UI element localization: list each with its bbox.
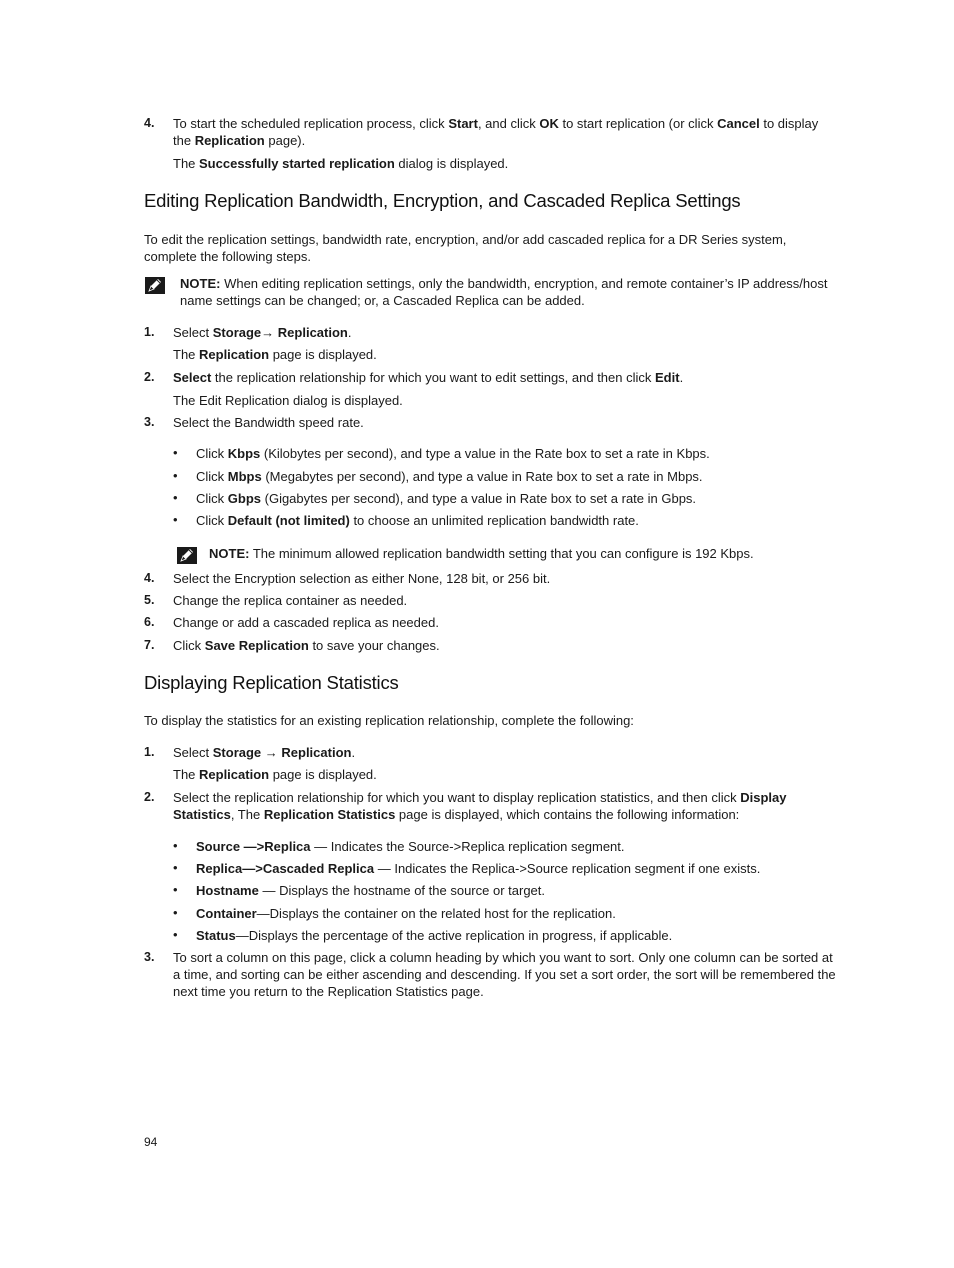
step-text: Select the replication relationship for which you want to display replication statistics, and then click Display Statistics, The Replication Statistics page is displayed, which contains the following information: [173, 790, 787, 822]
list-item: Click Mbps (Megabytes per second), and type a value in Rate box to set a rate in Mbps. [196, 469, 703, 484]
step-text: Select Storage→ Replication. [173, 325, 352, 340]
step-number: 2. [144, 370, 155, 384]
bullet-marker: • [173, 490, 178, 505]
step-number: 3. [144, 415, 155, 429]
step-number: 7. [144, 638, 155, 652]
step-text: Select Storage → Replication. [173, 745, 356, 760]
step-text: To start the scheduled replication process, click Start, and click OK to start replication (or click Cancel to display the Replication page). [173, 116, 819, 148]
step-result: The Replication page is displayed. [173, 347, 377, 362]
step-result: The Replication page is displayed. [173, 767, 377, 782]
step-text: Change the replica container as needed. [173, 593, 408, 608]
step-number: 4. [144, 571, 155, 585]
list-item: Hostname — Displays the hostname of the source or target. [196, 883, 545, 898]
step-number: 4. [144, 116, 155, 130]
list-item: Click Default (not limited) to choose an unlimited replication bandwidth rate. [196, 513, 639, 528]
intro-paragraph: To edit the replication settings, bandwidth rate, encryption, and/or add cascaded replica for a DR Series system, complete the following steps. [144, 232, 787, 264]
step-text: Change or add a cascaded replica as needed. [173, 615, 439, 630]
step-text: Select the Encryption selection as either None, 128 bit, or 256 bit. [173, 571, 551, 586]
section-heading: Editing Replication Bandwidth, Encryption, and Cascaded Replica Settings [144, 190, 741, 211]
note-pencil-icon [177, 547, 197, 564]
step-number: 5. [144, 593, 155, 607]
list-item: Click Gbps (Gigabytes per second), and type a value in Rate box to set a rate in Gbps. [196, 491, 697, 506]
step-result: The Edit Replication dialog is displayed. [173, 393, 403, 408]
section-heading: Displaying Replication Statistics [144, 672, 399, 693]
step-text: To sort a column on this page, click a column heading by which you want to sort. Only one column can be sorted at a time, and sorting can be either ascending and descending. If you set a sort order, the sort will be remembered the next time you return to the Replication Statistics page. [173, 950, 836, 999]
bullet-marker: • [173, 512, 178, 527]
step-number: 1. [144, 745, 155, 759]
note-text: NOTE: When editing replication settings, only the bandwidth, encryption, and remote container’s IP address/host name settings can be changed; or, a Cascaded Replica can be added. [180, 276, 828, 308]
page-number: 94 [144, 1135, 158, 1149]
intro-paragraph: To display the statistics for an existing replication relationship, complete the following: [144, 713, 634, 728]
bullet-marker: • [173, 927, 178, 942]
list-item: Click Kbps (Kilobytes per second), and type a value in the Rate box to set a rate in Kbps. [196, 446, 710, 461]
step-text: Click Save Replication to save your changes. [173, 638, 440, 653]
bullet-marker: • [173, 860, 178, 875]
bullet-marker: • [173, 468, 178, 483]
step-result: The Successfully started replication dialog is displayed. [173, 156, 509, 171]
list-item: Replica—>Cascaded Replica — Indicates the Replica->Source replication segment if one exists. [196, 861, 761, 876]
bullet-marker: • [173, 838, 178, 853]
note-text: NOTE: The minimum allowed replication bandwidth setting that you can configure is 192 Kbps. [209, 546, 754, 561]
bullet-marker: • [173, 445, 178, 460]
step-number: 2. [144, 790, 155, 804]
bullet-marker: • [173, 905, 178, 920]
step-text: Select the Bandwidth speed rate. [173, 415, 364, 430]
note-pencil-icon [145, 277, 165, 294]
step-number: 6. [144, 615, 155, 629]
list-item: Source —>Replica — Indicates the Source->Replica replication segment. [196, 839, 625, 854]
bullet-marker: • [173, 882, 178, 897]
list-item: Container—Displays the container on the related host for the replication. [196, 906, 616, 921]
step-number: 3. [144, 950, 155, 964]
step-number: 1. [144, 325, 155, 339]
step-text: Select the replication relationship for which you want to edit settings, and then click Edit. [173, 370, 684, 385]
list-item: Status—Displays the percentage of the active replication in progress, if applicable. [196, 928, 673, 943]
